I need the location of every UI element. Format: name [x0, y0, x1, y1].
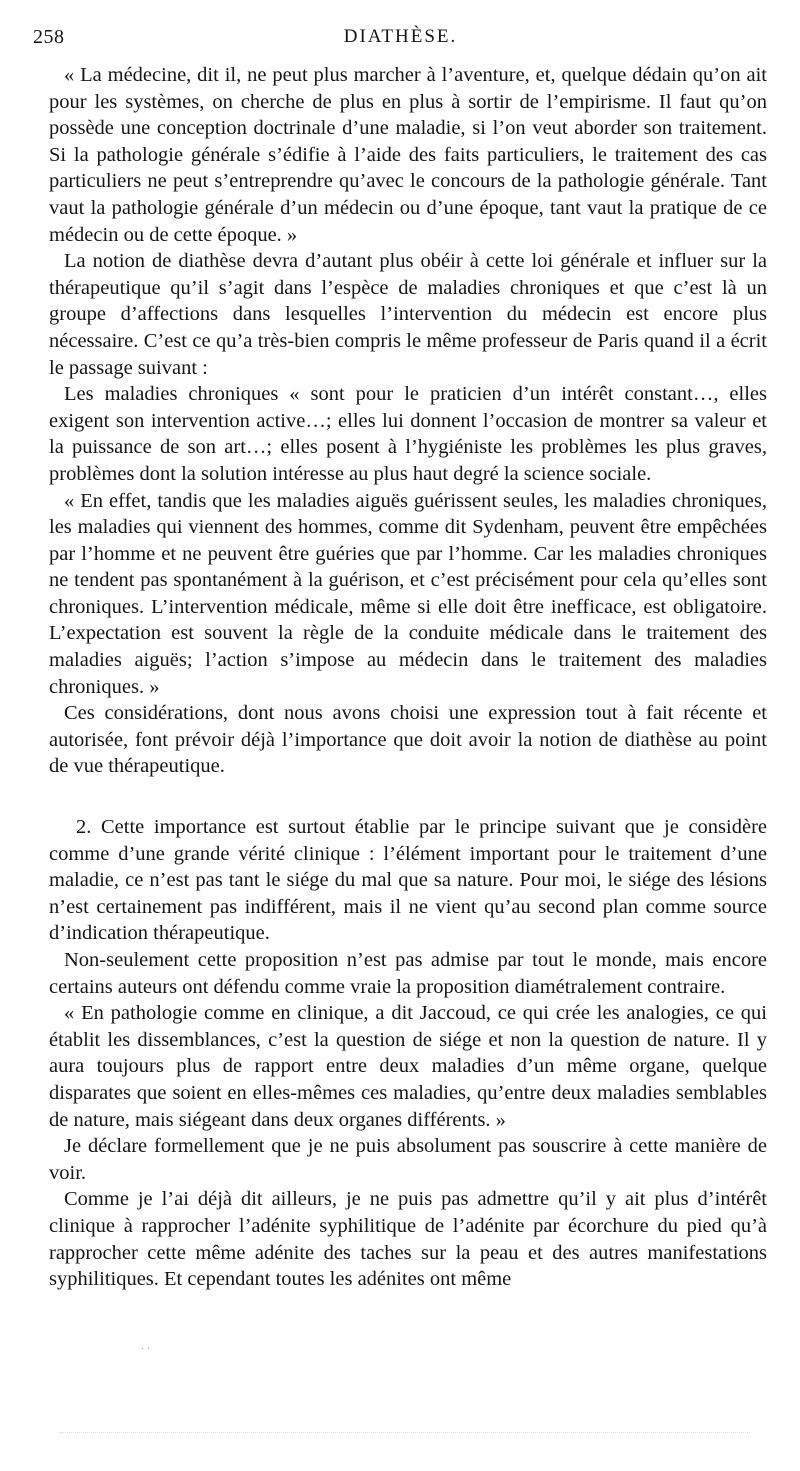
scan-artifact-dots: · · [141, 1344, 151, 1355]
paragraph-section-2: 2. Cette importance est surtout établie par le principe suivant que je considère comme d’une grande vérité clinique : l’élément important pour le traitement d’une maladie, ce n’est pas tant le siége du mal que sa nature. Pour moi, le siége des lésions n’est certainement pas indifférent, mais il ne vient qu’au second plan comme source d’indication thérapeutique. [49, 816, 767, 945]
page-number: 258 [33, 26, 65, 48]
paragraph-considerations: Ces considérations, dont nous avons choisi une expression tout à fait récente et autorisée, font prévoir déjà l’importance que doit avoir la notion de diathèse au point de vue thérapeutique. [49, 702, 767, 778]
paragraph-diathesis-notion: La notion de diathèse devra d’autant plus obéir à cette loi générale et influer sur la thérapeutique qu’il s’agit dans l’espèce de maladies chroniques et que c’est là un groupe d’affections dans lesquelles l’intervention du médecin est encore plus nécessaire. C’est ce qu’a très-bien compris le même professeur de Paris quand il a écrit le passage suivant : [49, 250, 767, 379]
paragraph-chronic-diseases: Les maladies chroniques « sont pour le praticien d’un intérêt constant…, elles exigent son intervention active…; elles lui donnent l’occasion de montrer sa valeur et la puissance de son art…; elles posent à l’hygiéniste les problèmes les plus graves, problèmes dont la solution intéresse au plus haut degré la science sociale. [49, 383, 767, 485]
paragraph-quote-jaccoud: « En pathologie comme en clinique, a dit Jaccoud, ce qui crée les analogies, ce qui établit les dissemblances, c’est la question de siége et non la question de nature. Il y aura toujours plus de rapport entre deux maladies d’un même organe, quelque disparates que soient en elles-mêmes ces maladies, qu’entre deux maladies semblables de nature, mais siégeant dans deux organes différents. » [49, 1002, 767, 1131]
paragraph-adenite: Comme je l’ai déjà dit ailleurs, je ne puis pas admettre qu’il y ait plus d’intérêt clinique à rapprocher l’adénite syphilitique de l’adénite par écorchure du pied qu’à rapprocher cette même adénite des taches sur la peau et des autres manifestations syphilitiques. Et cependant toutes les adénites ont même [49, 1188, 767, 1291]
paragraph-proposition: Non-seulement cette proposition n’est pas admise par tout le monde, mais encore certains auteurs ont défendu comme vraie la proposition diamétralement contraire. [49, 949, 767, 998]
body-text [49, 62, 767, 1293]
paragraph-quote-medicine: « La médecine, dit il, ne peut plus marcher à l’aventure, et, quelque dédain qu’on ait pour les systèmes, on cherche de plus en plus à sortir de l’empirisme. Il faut qu’on possède une conception doctrinale d’une maladie, si l’on veut aborder son traitement. Si la pathologie générale s’édifie à l’aide des faits particuliers, le traitement des cas particuliers ne peut s’entreprendre qu’avec le concours de la pathologie générale. Tant vaut la pathologie générale d’un médecin ou d’une époque, tant vaut la pratique de ce médecin ou de cette époque. » [49, 64, 767, 246]
paragraph-quote-sydenham: « En effet, tandis que les maladies aiguës guérissent seules, les maladies chroniques, les maladies qui viennent des hommes, comme dit Sydenham, peuvent être empêchées par l’homme et ne peuvent être guéries que par l’homme. Car les maladies chroniques ne tendent pas spontanément à la guérison, et c’est précisément pour cela qu’elles sont chroniques. L’intervention médicale, même si elle doit être inefficace, est obligatoire. L’expectation est souvent la règle de la conduite médicale dans le traitement des maladies aiguës; l’action s’impose au médecin dans le traitement des maladies chroniques. » [49, 489, 767, 698]
page-header [33, 26, 768, 56]
paragraph-declaration: Je déclare formellement que je ne puis absolument pas souscrire à cette manière de voir. [49, 1135, 767, 1184]
scan-artifact-footer [60, 1432, 750, 1439]
running-title: DIATHÈSE. [343, 26, 458, 47]
